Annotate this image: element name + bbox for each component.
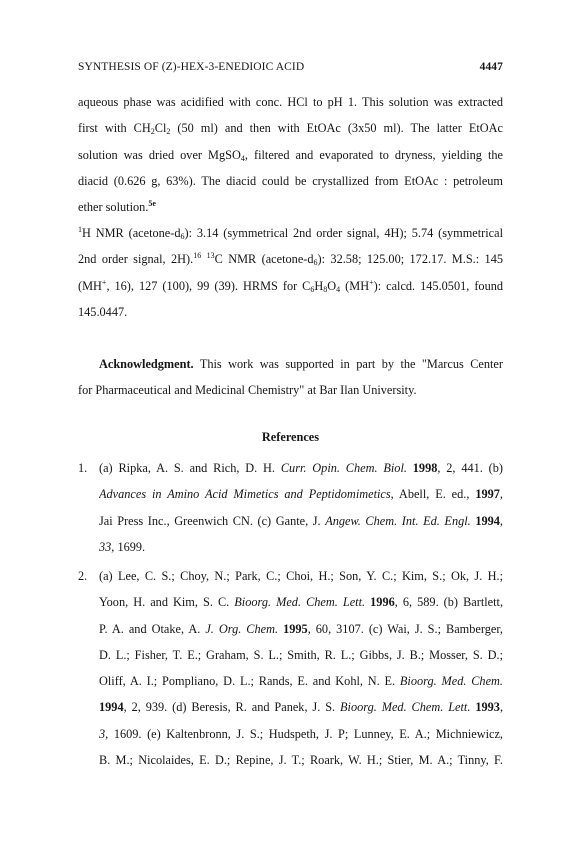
text-line: 3, 1609. (e) Kaltenbronn, J. S.; Hudspeth, J. P; Lunney, E. A.; Michniewicz, [99, 726, 503, 741]
text-line: ether solution.$^{5e}$ [78, 199, 156, 215]
citation-superscript: 5e [148, 199, 156, 209]
text-line: 33, 1699. [99, 539, 146, 554]
references-heading: References [261, 430, 320, 444]
text-line: 145.0447. [78, 304, 128, 319]
text-line: 2nd order signal, 2H).$^{16}$ $^{13}$C NMR $(acetone-d_6)$: 32.58; 125.00; 172.17. M.S.: 145 [78, 251, 503, 268]
running-header [78, 61, 503, 79]
acknowledgment-paragraph [78, 351, 503, 404]
text-line: 1994, 2, 939. (d) Beresis, R. and Panek, J. S. Bioorg. Med. Chem. Lett. 1993, [99, 700, 503, 715]
running-title: SYNTHESIS OF (Z)-HEX-3-ENEDIOIC ACID [78, 61, 305, 73]
text-line: diacid (0.626 g, 63%). The diacid could be crystallized from EtOAc : petroleum [78, 173, 503, 188]
text-line: solution was dried over MgSO$_4$, filtered and evaporated to dryness, yielding the [78, 147, 503, 163]
text-line: $^1$H NMR $(acetone-d_6)$: 3.14 (symmetrical 2nd order signal, 4H); 5.74 (symmetrical [78, 225, 503, 241]
text-line: (MH+, 16), 127 (100), 99 (39). HRMS for $C_6H_8O_4$ (MH+): calcd. 145.0501, found [78, 277, 503, 294]
text-line: Yoon, H. and Kim, S. C. Bioorg. Med. Chem. Lett. 1996, 6, 589. (b) Bartlett, [99, 595, 503, 610]
nmr-data-paragraph [78, 220, 503, 325]
reference-number: 2. [78, 569, 88, 583]
text-line: first with $CH_2Cl_2$ (50 ml) and then with EtOAc (3x50 ml). The latter EtOAc [78, 121, 503, 137]
text-line: aqueous phase was acidified with conc. HCl to pH 1. This solution was extracted [78, 95, 503, 109]
text-line: P. A. and Otake, A. J. Org. Chem. 1995, 60, 3107. (c) Wai, J. S.; Bamberger, [99, 621, 503, 636]
text-line: D. L.; Fisher, T. E.; Graham, S. L.; Smith, R. L.; Gibbs, J. B.; Mosser, S. D.; [99, 647, 503, 662]
text-line: Acknowledgment. This work was supported in part by the "Marcus Center [99, 357, 503, 371]
text-line: (a) Lee, C. S.; Choy, N.; Park, C.; Choi, H.; Son, Y. C.; Kim, S.; Ok, J. H.; [99, 569, 503, 583]
text-line: Jai Press Inc., Greenwich CN. (c) Gante, J. Angew. Chem. Int. Ed. Engl. 1994, [99, 513, 503, 528]
text-line: B. M.; Nicolaides, E. D.; Repine, J. T.; Roark, W. H.; Stier, M. A.; Tinny, F. [99, 753, 503, 768]
acknowledgment-label: Acknowledgment. [99, 357, 194, 371]
text-line: (a) Ripka, A. S. and Rich, D. H. Curr. Opin. Chem. Biol. 1998, 2, 441. (b) [99, 461, 503, 475]
text-line: Advances in Amino Acid Mimetics and Peptidomimetics, Abell, E. ed., 1997, [99, 487, 503, 502]
reference-number: 1. [78, 461, 88, 475]
text-line: Oliff, A. I.; Pompliano, D. L.; Rands, E. and Kohl, N. E. Bioorg. Med. Chem. [99, 674, 503, 689]
page-number: 4447 [479, 61, 503, 73]
experimental-paragraph [78, 89, 503, 220]
text-line: for Pharmaceutical and Medicinal Chemistry" at Bar Ilan University. [78, 383, 417, 398]
